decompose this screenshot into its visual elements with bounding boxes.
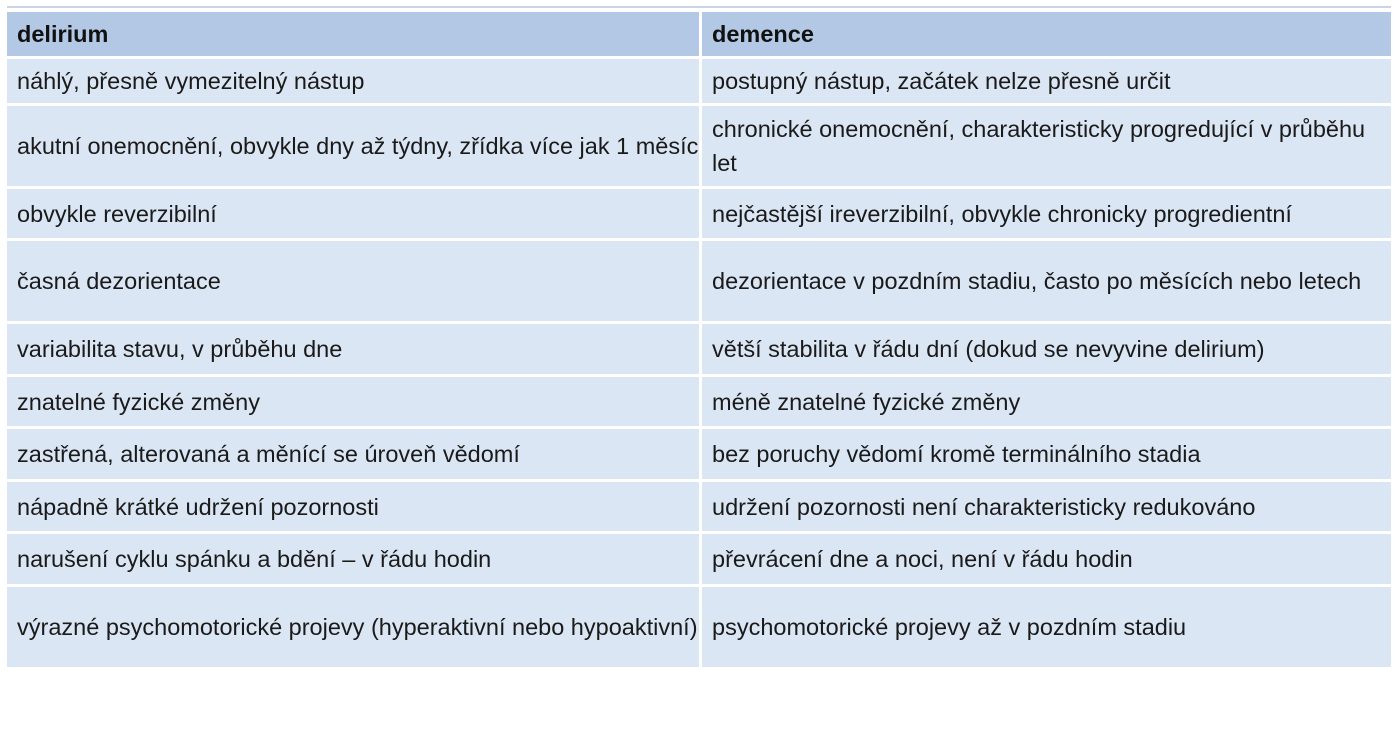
table-row <box>7 429 1391 482</box>
cell-demence: dezorientace v pozdním stadiu, často po měsících nebo letech <box>702 241 1391 324</box>
cell-delirium: znatelné fyzické změny <box>7 377 702 429</box>
cell-demence: bez poruchy vědomí kromě terminálního stadia <box>702 429 1391 482</box>
cell-demence: větší stabilita v řádu dní (dokud se nevyvine delirium) <box>702 324 1391 377</box>
cell-demence: méně znatelné fyzické změny <box>702 377 1391 429</box>
cell-delirium: zastřená, alterovaná a měnící se úroveň vědomí <box>7 429 702 482</box>
comparison-table <box>7 12 1391 670</box>
cell-delirium: obvykle reverzibilní <box>7 189 702 241</box>
cell-demence: chronické onemocnění, charakteristicky progredující v průběhu let <box>702 106 1391 189</box>
cell-delirium: časná dezorientace <box>7 241 702 324</box>
table-row <box>7 534 1391 587</box>
table-row <box>7 377 1391 429</box>
table-header <box>7 12 1391 59</box>
top-rule <box>7 6 1391 8</box>
cell-demence: psychomotorické projevy až v pozdním stadiu <box>702 587 1391 670</box>
cell-delirium: náhlý, přesně vymezitelný nástup <box>7 59 702 106</box>
table-body <box>7 59 1391 670</box>
table-row <box>7 241 1391 324</box>
header-delirium: delirium <box>7 12 702 59</box>
table-row <box>7 59 1391 106</box>
table-row <box>7 587 1391 670</box>
table-row <box>7 189 1391 241</box>
cell-delirium: nápadně krátké udržení pozornosti <box>7 482 702 534</box>
cell-demence: nejčastější ireverzibilní, obvykle chronicky progredientní <box>702 189 1391 241</box>
table-row <box>7 324 1391 377</box>
cell-delirium: akutní onemocnění, obvykle dny až týdny, zřídka více jak 1 měsíc <box>7 106 702 189</box>
header-demence: demence <box>702 12 1391 59</box>
cell-delirium: variabilita stavu, v průběhu dne <box>7 324 702 377</box>
cell-demence: postupný nástup, začátek nelze přesně určit <box>702 59 1391 106</box>
table-row <box>7 482 1391 534</box>
cell-demence: udržení pozornosti není charakteristicky redukováno <box>702 482 1391 534</box>
cell-delirium: výrazné psychomotorické projevy (hyperaktivní nebo hypoaktivní) <box>7 587 702 670</box>
header-row <box>7 12 1391 59</box>
cell-demence: převrácení dne a noci, není v řádu hodin <box>702 534 1391 587</box>
cell-delirium: narušení cyklu spánku a bdění – v řádu hodin <box>7 534 702 587</box>
table-row <box>7 106 1391 189</box>
